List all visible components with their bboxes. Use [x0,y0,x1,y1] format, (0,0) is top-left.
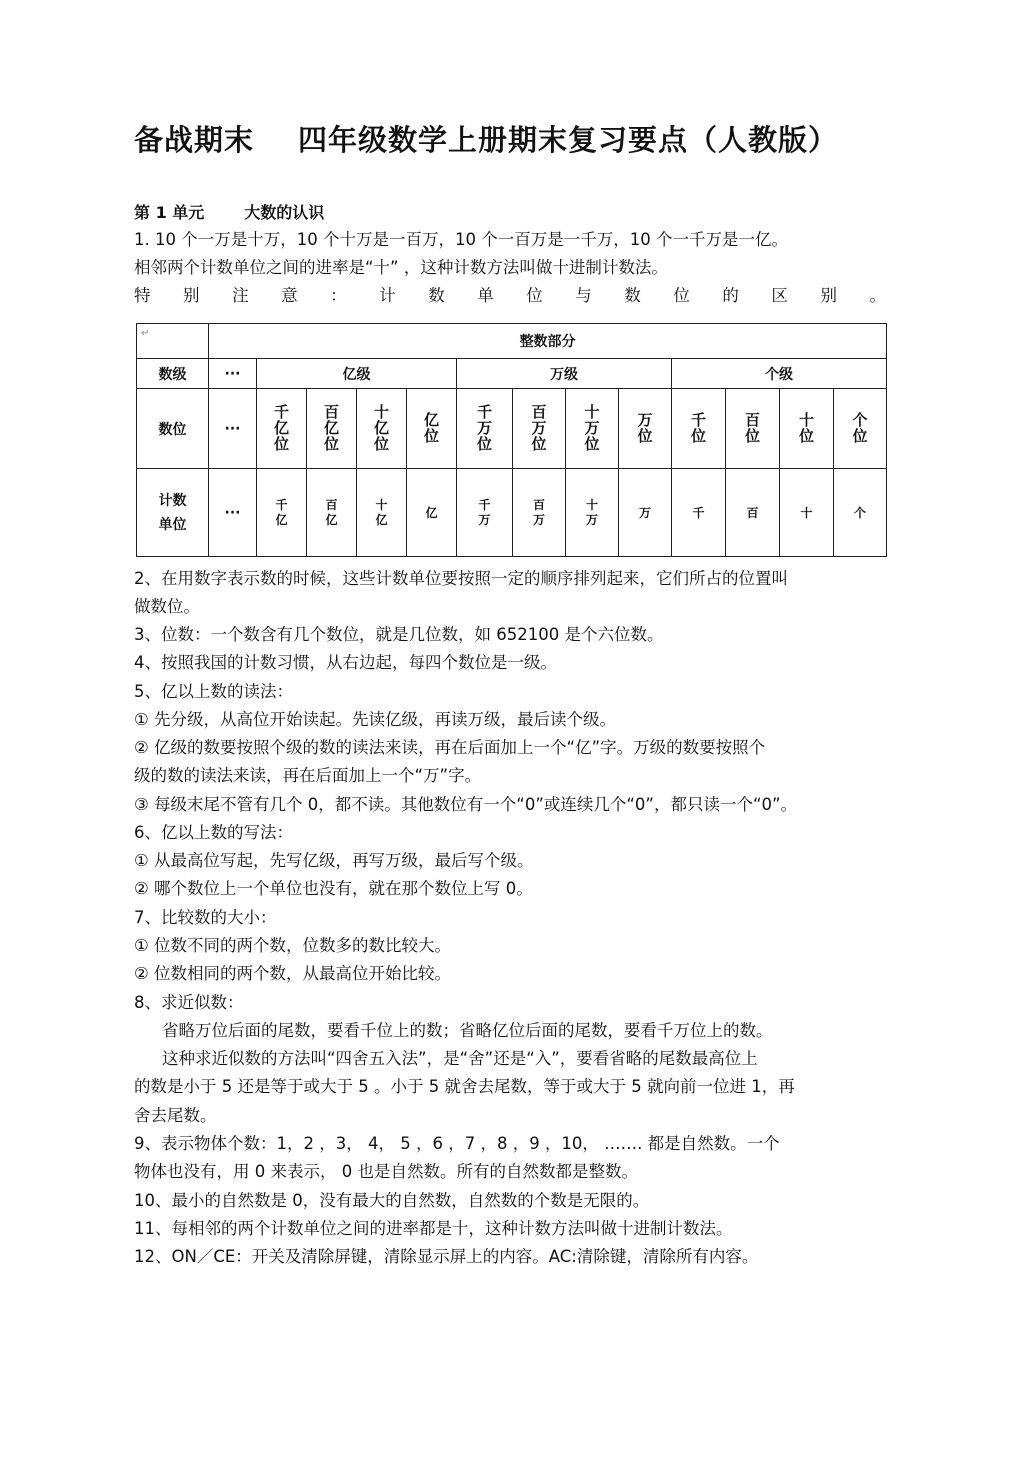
unit-cell-text: 十 亿 [375,497,388,527]
text-line: 7、比较数的大小： [134,908,277,927]
table-row [137,469,887,557]
special-char: 与 [575,286,592,305]
unit-number: 第 1 单元 [134,203,205,222]
text-line: 物体也没有，用 0 来表示， 0 也是自然数。所有的自然数都是整数。 [134,1162,638,1181]
unit-cell [619,469,672,557]
unit-cell [407,469,457,557]
place-cell-text: 十 亿 位 [373,403,389,453]
special-char: 区 [771,286,788,305]
text-line: 4、按照我国的计数习惯，从右边起，每四个数位是一级。 [134,653,557,672]
title-right: 四年级数学上册期末复习要点（人教版） [298,123,839,157]
place-cell [513,389,566,469]
text-line: ① 位数不同的两个数，位数多的数比较大。 [134,936,452,955]
text-line: 省略万位后面的尾数，要看千位上的数；省略亿位后面的尾数，要看千万位上的数。 [162,1021,773,1040]
text-line: 5、亿以上数的读法： [134,682,293,701]
text-line: ② 哪个数位上一个单位也没有，就在那个数位上写 0。 [134,879,533,898]
unit-cell-text: 千 亿 [275,497,288,527]
unit-cell-text: 百 万 [532,497,545,527]
table-row [137,389,887,469]
unit-heading [134,200,324,223]
text-line: 这种求近似数的方法叫“四舍五入法”，是“舍”还是“入”，要看省略的尾数最高位上 [162,1049,758,1068]
text-line: 3、位数：一个数含有几个数位，就是几位数，如 652100 是个六位数。 [134,625,664,644]
table-row [137,359,887,389]
unit-label [137,469,209,557]
special-char: 特 [134,286,151,305]
integer-part-header: 整数部分 [209,324,887,359]
special-char: 意 [281,286,298,305]
unit-cell [780,469,834,557]
unit-cell-text: 千 万 [478,497,491,527]
unit-cell-text: 百 亿 [325,497,338,527]
special-char: 的 [722,286,739,305]
place-cell [307,389,357,469]
title-left: 备战期末 [134,123,255,157]
special-char: 单 [477,286,494,305]
special-char: 别 [183,286,200,305]
unit-cell [513,469,566,557]
text-line: 10、最小的自然数是 0，没有最大的自然数，自然数的个数是无限的。 [134,1191,650,1210]
place-cell [619,389,672,469]
place-cell-text: 十 位 [798,411,814,445]
unit-cell [457,469,513,557]
unit-cell [726,469,780,557]
special-char: 注 [232,286,249,305]
place-cell [257,389,307,469]
text-line: ② 亿级的数要按照个级的数的读法来读，再在后面加上一个“亿”字。万级的数要按照个 [134,738,766,757]
place-cell [780,389,834,469]
unit-cell [357,469,407,557]
place-cell-text: 百 万 位 [531,403,547,453]
text-line: 12、ON／CE：开关及清除屏键，清除显示屏上的内容。AC:清除键，清除所有内容。 [134,1247,759,1266]
unit-cell-text: 十 万 [585,497,598,527]
place-cell-text: 个 位 [852,411,868,445]
unit-cell [257,469,307,557]
place-cell-text: 千 万 位 [476,403,492,453]
text-line: ② 位数相同的两个数，从最高位开始比较。 [134,964,452,983]
intro-line-1: 1. 10 个一万是十万，10 个十万是一百万，10 个一百万是一千万，10 个一千万是一亿。 [134,230,788,249]
text-line: 舍去尾数。 [134,1106,217,1125]
special-char: 。 [869,286,886,305]
unit-cell-text: 个 [854,505,867,520]
unit-dots: ··· [209,469,257,557]
text-line: 级的数的读法来读，再在后面加上一个“万”字。 [134,766,482,785]
unit-cell [566,469,619,557]
place-cell-text: 百 亿 位 [323,403,339,453]
text-line: 做数位。 [134,597,200,616]
special-char: 位 [526,286,543,305]
text-line: ③ 每级末尾不管有几个 0，都不读。其他数位有一个“0”或连续几个“0”，都只读一个“0”。 [134,795,798,814]
unit-cell [307,469,357,557]
place-cell [726,389,780,469]
unit-label-bottom: 单位 [158,516,187,533]
special-char: 计 [379,286,396,305]
special-char: 数 [428,286,445,305]
unit-cell [834,469,887,557]
text-line: 的数是小于 5 还是等于或大于 5 。小于 5 就舍去尾数，等于或大于 5 就向前一位进 1，再 [134,1077,795,1096]
table-row [137,324,887,359]
place-cell [357,389,407,469]
place-value-table [136,323,887,557]
special-char: 数 [624,286,641,305]
special-note-line [134,285,886,307]
place-cell [457,389,513,469]
unit-cell-text: 千 [692,505,705,520]
intro-line-2: 相邻两个计数单位之间的进率是“十” ，这种计数方法叫做十进制计数法。 [134,258,668,277]
place-cell-text: 千 亿 位 [273,403,289,453]
level-yi: 亿级 [257,359,457,389]
place-dots: ··· [209,389,257,469]
place-cell [834,389,887,469]
text-line: 9、表示物体个数：1，2 ，3， 4， 5 ，6 ，7 ，8 ，9 ，10， ……. 都是自然数。一个 [134,1134,780,1153]
text-line: 8、求近似数： [134,993,244,1012]
text-line: 2、在用数字表示数的时候，这些计数单位要按照一定的顺序排列起来，它们所占的位置叫 [134,569,788,588]
place-cell [407,389,457,469]
unit-name: 大数的认识 [244,203,325,222]
place-cell-text: 亿 位 [423,411,439,445]
unit-label-top: 计数 [158,492,187,509]
place-cell [566,389,619,469]
place-cell-text: 千 位 [690,411,706,445]
unit-cell-text: 亿 [425,505,438,520]
table-corner-cell: ↵ [137,324,209,359]
level-wan: 万级 [457,359,672,389]
special-char: 别 [820,286,837,305]
place-label: 数位 [137,389,209,469]
text-line: ① 从最高位写起，先写亿级，再写万级，最后写个级。 [134,851,534,870]
level-ge: 个级 [672,359,887,389]
level-label: 数级 [137,359,209,389]
place-cell-text: 十 万 位 [584,403,600,453]
special-char: ： [330,286,347,305]
text-line: 6、亿以上数的写法： [134,823,293,842]
unit-cell [672,469,726,557]
unit-cell-text: 十 [800,505,813,520]
special-char: 位 [673,286,690,305]
place-cell-text: 百 位 [744,411,760,445]
text-line: 11、每相邻的两个计数单位之间的进率都是十，这种计数方法叫做十进制计数法。 [134,1219,733,1238]
unit-cell-text: 百 [746,505,759,520]
place-cell-text: 万 位 [637,411,653,445]
page-title [134,118,894,159]
unit-cell-text: 万 [638,505,651,520]
level-dots: ··· [209,359,257,389]
text-line: ① 先分级，从高位开始读起。先读亿级，再读万级，最后读个级。 [134,710,617,729]
place-cell [672,389,726,469]
